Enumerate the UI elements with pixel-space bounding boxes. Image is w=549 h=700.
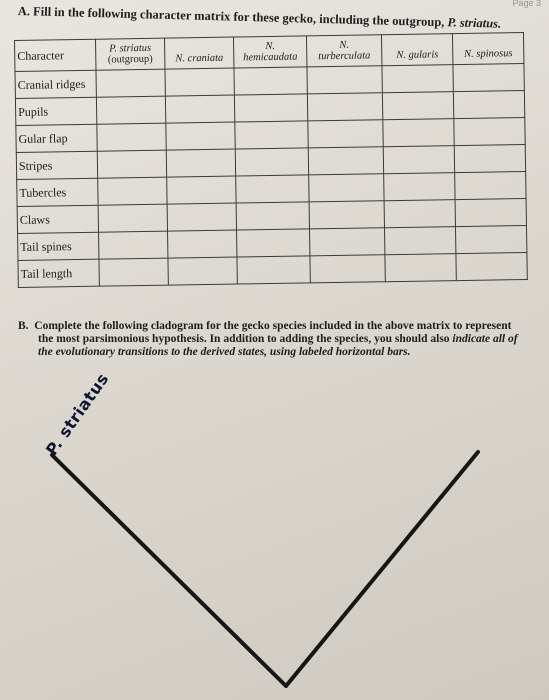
matrix-row-label: Tail length <box>18 259 99 287</box>
matrix-row-label: Claws <box>17 205 98 233</box>
header-n-gularis: N. gularis <box>381 34 452 66</box>
cladogram-root-label: P. striatus <box>42 369 113 459</box>
header-p-striatus: P. striatus (outgroup) <box>95 38 164 70</box>
section-a-label: A. <box>17 4 31 19</box>
matrix-row-label: Tubercles <box>17 178 98 206</box>
section-b-italic-text: indicate all of the evolutionary transitions to the derived states, using labeled horizontal bars. <box>38 333 518 358</box>
outgroup-name: P. striatus. <box>447 15 502 31</box>
section-b-text: Complete the following cladogram for the gecko species included in the above matrix to represent the most parsimonious hypothesis. In addition to adding the species, you should also <box>34 320 512 345</box>
section-b-label: B. <box>18 320 29 332</box>
header-n-hemicaudata: N. hemicaudata <box>233 36 306 68</box>
cladogram-left-branch <box>52 455 286 686</box>
matrix-row-label: Cranial ridges <box>15 70 96 98</box>
header-character: Character <box>15 39 96 71</box>
header-n-spinosus: N. spinosus <box>452 32 523 64</box>
section-a-text: Fill in the following character matrix for these gecko, including the outgroup, <box>32 4 445 30</box>
matrix-row-label: Gular flap <box>16 124 97 152</box>
header-n-turberculata: N. turberculata <box>306 35 381 67</box>
page-number: Page 3 <box>512 0 541 8</box>
matrix-row-label: Tail spines <box>18 232 99 260</box>
cladogram-right-branch <box>286 452 478 686</box>
matrix-row-label: Stripes <box>16 151 97 179</box>
header-n-craniata: N. craniata <box>164 37 233 69</box>
matrix-row-label: Pupils <box>15 97 96 125</box>
